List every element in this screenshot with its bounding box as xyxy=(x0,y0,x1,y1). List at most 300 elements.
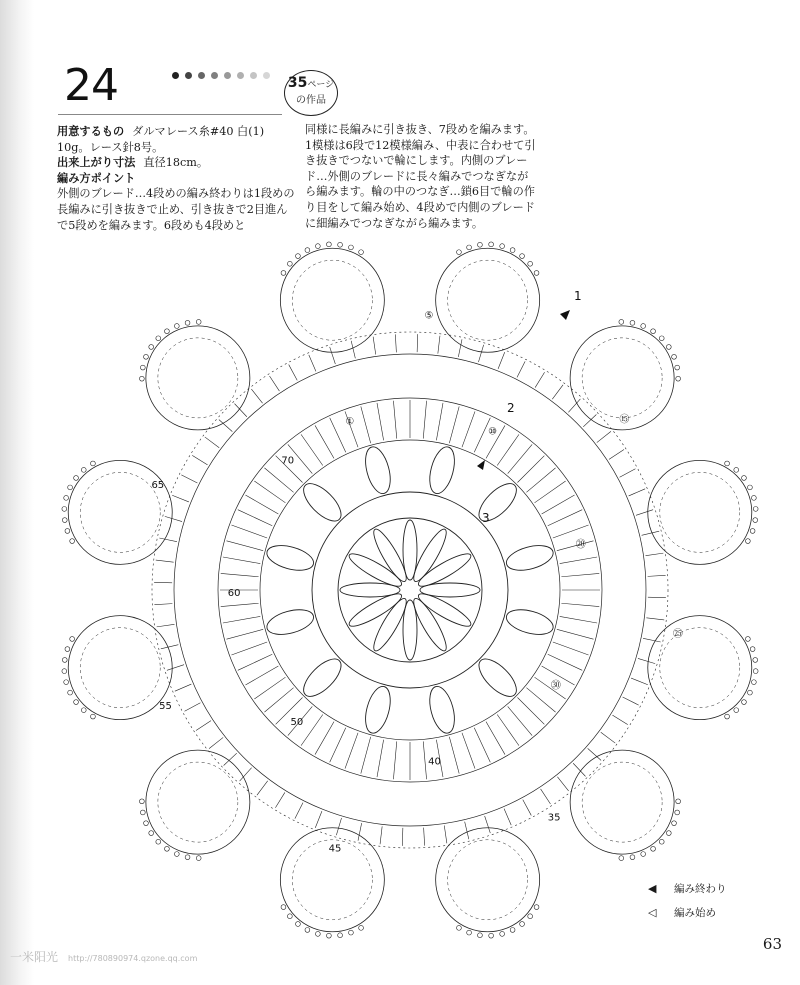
outer-braid-stitch xyxy=(181,475,197,483)
picot xyxy=(185,320,190,325)
inner-braid-loop xyxy=(264,605,316,639)
outer-braid-stitch xyxy=(224,753,237,765)
inner-braid-stitch xyxy=(423,741,426,779)
picot xyxy=(751,495,756,500)
picot xyxy=(281,905,286,910)
page-ref-label: の作品 xyxy=(296,95,326,106)
outer-braid-stitch xyxy=(504,809,511,826)
picot xyxy=(725,714,730,719)
picot xyxy=(751,680,756,685)
inner-braid-stitch xyxy=(231,525,267,538)
inner-braid-stitch xyxy=(245,666,278,685)
outer-scallop xyxy=(436,828,540,932)
outer-braid-stitch xyxy=(336,818,341,835)
inner-ring xyxy=(312,492,508,688)
row-marker: ⑩ xyxy=(488,426,498,438)
picot xyxy=(65,647,70,652)
picot xyxy=(457,250,462,255)
points-heading: 編み方ポイント xyxy=(57,171,136,185)
inner-braid-stitch xyxy=(462,733,475,769)
outer-braid-stitch xyxy=(642,531,660,535)
outer-braid-stitch xyxy=(351,341,355,359)
picot xyxy=(359,925,364,930)
outer-braid-stitch xyxy=(154,582,172,583)
outer-braid-stitch xyxy=(275,792,284,807)
inner-braid-stitch xyxy=(542,495,575,514)
row-marker: 65 xyxy=(151,480,165,492)
header-dot-row xyxy=(172,72,280,84)
inner-braid-stitch xyxy=(535,481,566,503)
inner-braid-outer-edge xyxy=(218,398,602,782)
outer-braid-stitch xyxy=(234,404,246,417)
picot xyxy=(62,658,67,663)
inner-braid-stitch xyxy=(497,434,519,465)
inner-braid-stitch xyxy=(462,411,475,447)
outer-scallop xyxy=(570,750,674,854)
legend-start xyxy=(648,900,727,924)
picot xyxy=(666,831,671,836)
picot xyxy=(81,467,86,472)
instructions-left-column xyxy=(57,124,295,233)
picot xyxy=(641,324,646,329)
inner-braid-stitch xyxy=(223,557,260,564)
row-marker: ⑮ xyxy=(619,414,630,426)
picot xyxy=(753,658,758,663)
inner-braid-stitch xyxy=(508,444,532,473)
watermark-title: 一米阳光 xyxy=(10,950,59,964)
picot xyxy=(520,922,525,927)
picot xyxy=(296,922,301,927)
inner-braid-loop xyxy=(425,684,459,736)
outer-braid-stitch xyxy=(465,822,469,840)
inner-braid-stitch xyxy=(264,688,293,712)
inner-braid-loop xyxy=(504,605,556,639)
outer-braid-stitch xyxy=(597,431,611,442)
row-marker: 70 xyxy=(281,455,295,467)
picot xyxy=(630,855,635,860)
picot xyxy=(672,821,677,826)
picot xyxy=(315,244,320,249)
row-marker: ㉕ xyxy=(672,629,683,641)
picot xyxy=(156,336,161,341)
picot xyxy=(750,647,755,652)
picot xyxy=(174,852,179,857)
outer-braid-stitch xyxy=(330,347,336,364)
outer-scallop xyxy=(68,460,172,564)
outer-braid-stitch xyxy=(154,604,172,605)
legend-end xyxy=(648,876,727,900)
picot xyxy=(165,846,170,851)
picot xyxy=(651,846,656,851)
outer-braid-stitch xyxy=(172,495,189,502)
picot xyxy=(500,244,505,249)
row-number-markers xyxy=(151,311,682,855)
picot xyxy=(144,821,149,826)
inner-braid-stitch xyxy=(245,495,278,514)
picot xyxy=(528,261,533,266)
pattern-header xyxy=(56,60,335,120)
outer-scallop-inner xyxy=(660,472,740,552)
outer-braid-stitch xyxy=(402,828,403,846)
picot xyxy=(745,637,750,642)
picot xyxy=(196,319,201,324)
page-ref-line xyxy=(285,74,337,94)
row-marker: 50 xyxy=(290,716,304,728)
outer-braid-stitch xyxy=(643,638,661,642)
picot xyxy=(675,810,680,815)
picot xyxy=(676,799,681,804)
row-marker: 55 xyxy=(159,701,172,713)
outer-scallop xyxy=(436,248,540,352)
picot xyxy=(74,476,79,481)
outer-braid-stitch xyxy=(192,455,207,464)
outer-braid-stitch xyxy=(535,372,544,387)
center-ring xyxy=(338,518,482,662)
inner-braid-loop xyxy=(298,653,347,702)
outer-braid-stitch xyxy=(185,703,201,712)
inner-braid-loop xyxy=(264,541,316,575)
picot xyxy=(534,271,539,276)
picot xyxy=(510,248,515,253)
picot xyxy=(287,261,292,266)
outer-scallop-inner xyxy=(80,472,160,552)
size-paragraph xyxy=(57,155,295,171)
picot xyxy=(70,539,75,544)
legend-start-label: 編み始め xyxy=(674,906,716,919)
row-marker: ① xyxy=(345,416,355,428)
outer-scallop-inner xyxy=(660,628,740,708)
outer-braid-stitch xyxy=(175,684,192,691)
inner-braid-stitch xyxy=(553,525,589,538)
outer-braid-stitch xyxy=(646,618,664,620)
center-petal xyxy=(346,549,405,591)
inner-braid-stitch xyxy=(264,468,293,492)
materials-text: ダルマレース糸#40 白(1) 10g。レース針8号。 xyxy=(57,125,265,154)
inner-braid-loop xyxy=(425,444,459,496)
outer-braid-stitch xyxy=(629,489,646,496)
outer-braid-stitch xyxy=(557,777,568,791)
inner-braid-stitch xyxy=(560,616,597,623)
end-arrow-icon: ◀ xyxy=(648,881,657,895)
inner-braid-stitch xyxy=(315,722,334,755)
outer-braid-stitch xyxy=(417,334,418,352)
picot xyxy=(68,690,73,695)
inner-braid-stitch xyxy=(548,510,582,526)
outer-braid-stitch xyxy=(209,737,223,748)
materials-label: 用意するもの xyxy=(57,125,125,138)
inner-braid-stitch xyxy=(436,403,443,440)
outer-braid-stitch xyxy=(631,678,648,685)
picot xyxy=(281,271,286,276)
inner-braid-loop xyxy=(504,541,556,575)
picot xyxy=(457,925,462,930)
header-dot xyxy=(185,72,192,79)
outer-scallop-inner xyxy=(448,260,528,340)
outer-scallop xyxy=(146,326,250,430)
picot xyxy=(742,476,747,481)
inner-braid-stitch xyxy=(526,468,555,492)
end-arrow-marker xyxy=(477,460,485,470)
inner-braid-stitch xyxy=(393,401,396,439)
picot xyxy=(734,467,739,472)
row-marker: 35 xyxy=(547,812,561,824)
outer-braid-stitch xyxy=(485,816,491,833)
picot xyxy=(753,506,758,511)
outer-braid-stitch xyxy=(167,665,184,671)
size-text: 直径18cm。 xyxy=(143,156,209,170)
inner-braid-stitch xyxy=(508,706,532,735)
page-gutter-shadow xyxy=(0,0,34,985)
outer-braid-stitch xyxy=(620,469,636,478)
inner-braid-stitch xyxy=(423,401,426,439)
row-marker: ㉚ xyxy=(550,680,561,692)
outer-braid-stitch xyxy=(573,763,585,776)
picot xyxy=(81,708,86,713)
inner-braid-loop xyxy=(361,444,395,496)
outer-braid-stitch xyxy=(395,334,396,352)
outer-braid-stitch xyxy=(315,811,322,828)
outer-braid-stitch xyxy=(601,732,615,743)
row-marker: 40 xyxy=(428,756,441,768)
inner-braid-stitch xyxy=(560,557,597,564)
diagram-label-1: 1 xyxy=(574,289,582,303)
outer-braid-stitch xyxy=(165,516,182,521)
outer-braid-stitch xyxy=(583,414,596,426)
picot xyxy=(630,320,635,325)
inner-braid-loop xyxy=(473,653,522,702)
picot xyxy=(528,914,533,919)
picot xyxy=(742,700,747,705)
row-marker: 45 xyxy=(328,843,342,855)
inner-braid-stitch xyxy=(474,728,490,762)
picot xyxy=(338,242,343,247)
points-text-left: 外側のブレード…4段めの編み終わりは1段めの長編みに引き抜きで止め、引き抜きで2目進んで5段めを編みます。6段めも4段めと xyxy=(57,187,295,232)
inner-braid-inner-edge xyxy=(260,440,560,740)
header-dot xyxy=(237,72,244,79)
picot xyxy=(666,345,671,350)
row-marker: 60 xyxy=(227,588,241,600)
inner-braid-stitch xyxy=(561,603,599,606)
outer-scallop-inner xyxy=(582,338,662,418)
outer-braid-stitch xyxy=(424,828,425,846)
outer-braid-stitch xyxy=(638,658,655,663)
watermark xyxy=(10,946,197,965)
inner-braid-stitch xyxy=(345,733,358,769)
inner-braid-loop xyxy=(298,478,347,527)
watermark-url: http://780890974.qzone.qq.com xyxy=(68,954,198,963)
diagram-label-3: 3 xyxy=(482,511,490,525)
picot xyxy=(748,485,753,490)
inner-braid-stitch xyxy=(361,406,371,443)
picot xyxy=(338,933,343,938)
picot xyxy=(753,518,758,523)
picot xyxy=(91,714,96,719)
picot xyxy=(165,329,170,334)
picot xyxy=(140,365,145,370)
picot xyxy=(64,680,69,685)
outer-braid-stitch xyxy=(517,361,525,377)
picot xyxy=(734,708,739,713)
outer-braid-stitch xyxy=(552,385,563,399)
picot xyxy=(651,329,656,334)
picot xyxy=(672,354,677,359)
inner-braid-stitch xyxy=(449,737,459,774)
picot xyxy=(619,319,624,324)
inner-braid-loop xyxy=(361,684,395,736)
page-reference-badge xyxy=(284,70,338,116)
picot xyxy=(296,254,301,259)
inner-braid-stitch xyxy=(449,406,459,443)
header-dot xyxy=(198,72,205,79)
picot xyxy=(156,839,161,844)
pattern-number: 24 xyxy=(64,60,118,111)
picot xyxy=(326,933,331,938)
outer-braid-stitch xyxy=(309,355,316,372)
inner-braid-stitch xyxy=(221,603,259,606)
outer-braid-stitch xyxy=(295,803,303,819)
outer-scallop-inner xyxy=(158,338,238,418)
picot xyxy=(185,855,190,860)
row-marker: ⑤ xyxy=(424,310,434,322)
page-number: 63 xyxy=(762,935,782,953)
outer-scallop xyxy=(648,460,752,564)
outer-scallop xyxy=(68,616,172,720)
inner-braid-stitch xyxy=(315,425,334,458)
picot xyxy=(745,539,750,544)
page-ref-number: 35 xyxy=(287,75,308,91)
picot xyxy=(676,376,681,381)
inner-braid-stitch xyxy=(330,728,346,762)
picot xyxy=(62,506,67,511)
inner-braid-stitch xyxy=(301,715,323,746)
picot xyxy=(315,931,320,936)
inner-braid-loop xyxy=(473,478,522,527)
picot xyxy=(139,376,144,381)
outer-braid-stitch xyxy=(156,560,174,562)
picot xyxy=(349,930,354,935)
inner-braid-stitch xyxy=(486,722,505,755)
inner-braid-stitch xyxy=(301,434,323,465)
end-arrow-marker xyxy=(560,310,570,320)
outer-braid-stitch xyxy=(161,645,179,649)
outer-braid-stitch xyxy=(159,538,177,542)
header-dot xyxy=(211,72,218,79)
picot xyxy=(62,518,67,523)
outer-scallop-inner xyxy=(80,628,160,708)
picot xyxy=(62,669,67,674)
outer-scallop-inner xyxy=(158,762,238,842)
inner-braid-stitch xyxy=(377,740,384,777)
picot xyxy=(65,529,70,534)
inner-braid-stitch xyxy=(517,456,544,483)
header-rule xyxy=(58,114,282,115)
picot xyxy=(641,852,646,857)
inner-braid-stitch xyxy=(377,403,384,440)
outer-braid-stitch xyxy=(636,510,653,516)
center-petal xyxy=(409,595,451,654)
picot xyxy=(619,856,624,861)
outer-scallop-inner xyxy=(448,840,528,920)
row-marker: ⑳ xyxy=(575,539,586,551)
outer-scallop xyxy=(280,248,384,352)
picot xyxy=(305,248,310,253)
outer-scallop xyxy=(648,616,752,720)
picot xyxy=(174,324,179,329)
outer-scallops xyxy=(62,242,758,938)
outer-scallop-inner xyxy=(292,260,372,340)
inner-braid-stitch xyxy=(238,654,272,670)
outer-braid-stitch xyxy=(289,365,298,381)
picot xyxy=(725,461,730,466)
picot xyxy=(750,529,755,534)
outer-braid-stitch xyxy=(541,789,551,804)
outer-braid-stitch xyxy=(196,721,211,731)
picot xyxy=(659,336,664,341)
picot xyxy=(478,242,483,247)
inner-braid-stitch xyxy=(561,573,599,576)
outer-braid-stitch xyxy=(380,826,382,844)
outer-braid-stitch xyxy=(257,781,268,795)
legend xyxy=(648,876,727,924)
picot xyxy=(305,928,310,933)
center-petal xyxy=(409,526,451,585)
center-petals xyxy=(264,444,556,736)
outer-braid-stitch xyxy=(612,715,627,724)
outer-braid-stitch xyxy=(438,336,440,354)
outer-braid-stitch xyxy=(648,597,666,598)
picot xyxy=(70,637,75,642)
header-dot xyxy=(263,72,270,79)
outer-braid-stitch xyxy=(523,800,532,816)
picot xyxy=(91,461,96,466)
points-text-right: 同様に長編みに引き抜き、7段めを編みます。1模様は6段で12模様編み、中表に合わせて引き抜きでつないで輪にします。内側のブレード…外側のブレードに長々編みでつなぎながら編みます。輪の中のつなぎ…鎖6目で輪の作り目をして編み始め、4段めで内側のブレードに細編みでつなぎながら編みます。 xyxy=(305,123,536,230)
center-petal xyxy=(415,549,474,591)
inner-braid-stitch xyxy=(553,642,589,655)
inner-braid-stitch xyxy=(557,629,594,639)
picot xyxy=(467,245,472,250)
start-arrow-icon: ◁ xyxy=(648,905,657,919)
picot xyxy=(149,345,154,350)
picot xyxy=(534,905,539,910)
picot xyxy=(68,485,73,490)
diagram-label-2: 2 xyxy=(507,401,515,415)
center-petal xyxy=(369,595,411,654)
picot xyxy=(196,856,201,861)
picot xyxy=(659,839,664,844)
picot xyxy=(520,254,525,259)
outer-braid-stitch xyxy=(444,826,447,844)
inner-braid-stitch xyxy=(221,573,259,576)
inner-braid-stitch xyxy=(361,737,371,774)
size-label: 出来上がり寸法 xyxy=(57,156,136,170)
picot xyxy=(139,799,144,804)
outer-scallop xyxy=(146,750,250,854)
outer-braid-stitch xyxy=(623,697,639,705)
outer-braid-stitch xyxy=(270,376,280,391)
outer-braid-stitch xyxy=(648,575,666,576)
outer-scallop-inner xyxy=(582,762,662,842)
outer-braid-stitch xyxy=(251,389,262,403)
picot xyxy=(467,930,472,935)
crochet-chart-diagram xyxy=(40,240,780,970)
header-dot xyxy=(224,72,231,79)
inner-braid-stitch xyxy=(231,642,267,655)
outer-braid-stitch xyxy=(646,553,664,556)
inner-braid-stitch xyxy=(497,715,519,746)
materials-paragraph xyxy=(57,124,295,155)
outer-braid-stitch xyxy=(609,450,624,460)
picot xyxy=(349,245,354,250)
